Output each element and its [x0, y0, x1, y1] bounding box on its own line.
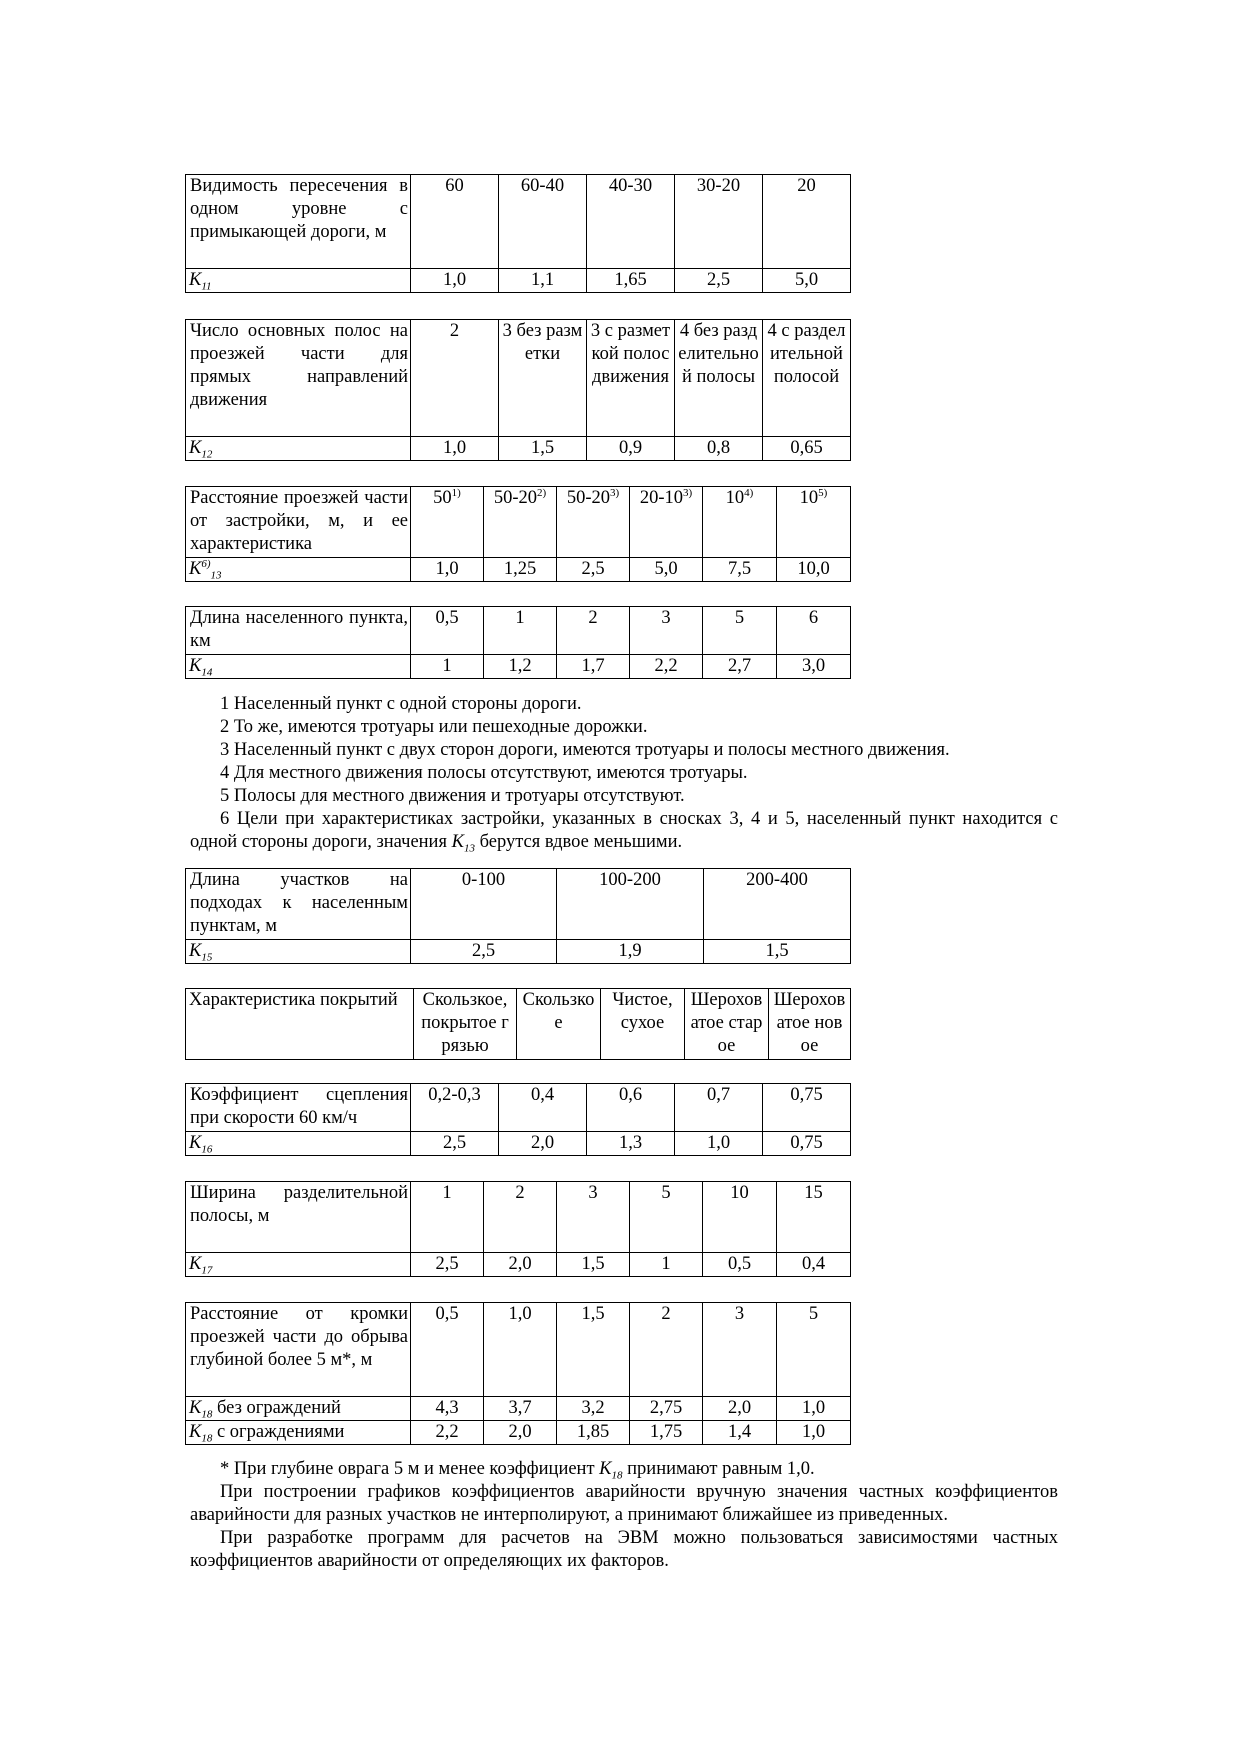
table-row: [186, 655, 851, 679]
header-cell: 10: [703, 1182, 777, 1253]
value-cell: 1,9: [557, 940, 704, 964]
header-cell: 0,7: [675, 1084, 763, 1132]
table-row: [186, 940, 851, 964]
value-cell: 2,5: [411, 1132, 499, 1156]
coefficient-label: $K_{18}$ без ограждений: [186, 1397, 411, 1421]
coefficient-label: $K_{14}$: [186, 655, 411, 679]
table-header-row: [186, 175, 851, 269]
row-label: Число основных полос на проезжей части для прямых направлений движения: [186, 320, 411, 437]
row-label: Расстояние от кромки проезжей части до обрыва глубиной более 5 м*, м: [186, 1303, 411, 1397]
header-cell: 3: [630, 607, 703, 655]
value-cell: 1,0: [411, 269, 499, 293]
header-cell: Скользкое, покрытое грязью: [414, 989, 517, 1060]
header-cell: 1: [484, 607, 557, 655]
value-cell: 1,65: [587, 269, 675, 293]
value-cell: 2,5: [411, 940, 557, 964]
value-cell: 3,0: [777, 655, 851, 679]
header-cell: 3 без разметки: [499, 320, 587, 437]
header-cell: 200-400: [704, 869, 851, 940]
table-header-row: [186, 1084, 851, 1132]
value-cell: 0,5: [703, 1253, 777, 1277]
row-label: Длина населенного пункта, км: [186, 607, 411, 655]
value-cell: 7,5: [703, 558, 777, 582]
header-cell: 3 с разметкой полос движения: [587, 320, 675, 437]
row-label: Расстояние проезжей части от застройки, м, и ее характеристика: [186, 487, 411, 558]
value-cell: 0,9: [587, 437, 675, 461]
value-cell: 1,5: [557, 1253, 630, 1277]
coefficient-label: $K_{15}$: [186, 940, 411, 964]
footnote-1: 1 Населенный пункт с одной стороны дороги.: [220, 694, 582, 714]
header-cell: 50-20$^{2)}$: [484, 487, 557, 558]
table-header-row: [186, 320, 851, 437]
value-cell: 1,0: [675, 1132, 763, 1156]
row-label: Коэффициент сцепления при скорости 60 км/ч: [186, 1084, 411, 1132]
value-cell: 2,5: [557, 558, 630, 582]
value-cell: 2,5: [411, 1253, 484, 1277]
value-cell: 2,2: [630, 655, 703, 679]
footnote-5: 5 Полосы для местного движения и тротуары отсутствуют.: [220, 786, 685, 806]
table-row: [186, 437, 851, 461]
table-surface: [185, 988, 851, 1060]
value-cell: 3,7: [484, 1397, 557, 1421]
paragraph: При построении графиков коэффициентов аварийности вручную значения частных коэффициентов аварийности для разных участков не интерполируют, а принимают ближайшее из приведенных.: [190, 1482, 1058, 1525]
header-cell: 2: [630, 1303, 703, 1397]
header-cell: 2: [484, 1182, 557, 1253]
header-cell: 4 с разделительной полосой: [763, 320, 851, 437]
table-header-row: [186, 487, 851, 558]
coefficient-label: $K_{12}$: [186, 437, 411, 461]
coefficient-label: $K_{17}$: [186, 1253, 411, 1277]
value-cell: 1,85: [557, 1421, 630, 1445]
footnote-6: 6 Цели при характеристиках застройки, указанных в сносках 3, 4 и 5, населенный пункт находится с одной стороны дороги, значения $K_{13}$ берутся вдвое меньшими.: [190, 809, 1058, 855]
header-cell: 50-20$^{3)}$: [557, 487, 630, 558]
value-cell: 10,0: [777, 558, 851, 582]
value-cell: 1,0: [777, 1421, 851, 1445]
asterisk-note: * При глубине оврага 5 м и менее коэффициент $K_{18}$ принимают равным 1,0.: [220, 1459, 815, 1482]
coefficient-label: $K^{6)}_{13}$: [186, 558, 411, 582]
header-cell: 0,5: [411, 1303, 484, 1397]
row-label: Ширина разделительной полосы, м: [186, 1182, 411, 1253]
header-cell: 2: [557, 607, 630, 655]
row-label: Длина участков на подходах к населенным пунктам, м: [186, 869, 411, 940]
value-cell: 1,0: [411, 558, 484, 582]
value-cell: 1,25: [484, 558, 557, 582]
coefficient-label: $K_{18}$ с ограждениями: [186, 1421, 411, 1445]
table-k17: [185, 1181, 851, 1277]
header-cell: 60: [411, 175, 499, 269]
value-cell: 5,0: [630, 558, 703, 582]
table-row: [186, 1397, 851, 1421]
header-cell: 10$^{4)}$: [703, 487, 777, 558]
row-label: Видимость пересечения в одном уровне с примыкающей дороги, м: [186, 175, 411, 269]
table-row: [186, 269, 851, 293]
table-k12: [185, 319, 851, 461]
footnote-3: 3 Населенный пункт с двух сторон дороги, имеются тротуары и полосы местного движения.: [220, 740, 950, 760]
value-cell: 1,7: [557, 655, 630, 679]
table-header-row: [186, 1182, 851, 1253]
value-cell: 1,5: [704, 940, 851, 964]
header-cell: 0,2-0,3: [411, 1084, 499, 1132]
header-cell: 10$^{5)}$: [777, 487, 851, 558]
header-cell: 2: [411, 320, 499, 437]
coefficient-label: $K_{11}$: [186, 269, 411, 293]
table-k14: [185, 606, 851, 679]
header-cell: 30-20: [675, 175, 763, 269]
footnote-2: 2 То же, имеются тротуары или пешеходные дорожки.: [220, 717, 648, 737]
header-cell: Шероховатое старое: [685, 989, 769, 1060]
paragraph: При разработке программ для расчетов на ЭВМ можно пользоваться зависимостями частных коэффициентов аварийности от определяющих их факторов.: [190, 1528, 1058, 1571]
value-cell: 0,4: [777, 1253, 851, 1277]
footnote-4: 4 Для местного движения полосы отсутствуют, имеются тротуары.: [220, 763, 748, 783]
value-cell: 5,0: [763, 269, 851, 293]
footnotes: [190, 693, 1058, 854]
value-cell: 1,75: [630, 1421, 703, 1445]
header-cell: 20-10$^{3)}$: [630, 487, 703, 558]
header-cell: 0,4: [499, 1084, 587, 1132]
table-k18: [185, 1302, 851, 1445]
value-cell: 1,3: [587, 1132, 675, 1156]
table-k11: [185, 174, 851, 293]
value-cell: 3,2: [557, 1397, 630, 1421]
value-cell: 2,0: [484, 1421, 557, 1445]
header-cell: 0-100: [411, 869, 557, 940]
header-cell: 60-40: [499, 175, 587, 269]
value-cell: 2,5: [675, 269, 763, 293]
header-cell: 15: [777, 1182, 851, 1253]
table-row: [186, 558, 851, 582]
header-cell: 1: [411, 1182, 484, 1253]
value-cell: 2,0: [484, 1253, 557, 1277]
value-cell: 0,8: [675, 437, 763, 461]
value-cell: 1,2: [484, 655, 557, 679]
header-cell: 3: [703, 1303, 777, 1397]
value-cell: 1: [411, 655, 484, 679]
header-cell: 1,5: [557, 1303, 630, 1397]
header-cell: Чистое, сухое: [601, 989, 685, 1060]
value-cell: 2,75: [630, 1397, 703, 1421]
value-cell: 2,0: [499, 1132, 587, 1156]
header-cell: 40-30: [587, 175, 675, 269]
header-cell: 4 без разделительной полосы: [675, 320, 763, 437]
header-cell: 0,75: [763, 1084, 851, 1132]
header-cell: 20: [763, 175, 851, 269]
table-row: [186, 1132, 851, 1156]
header-cell: 0,5: [411, 607, 484, 655]
value-cell: 4,3: [411, 1397, 484, 1421]
closing-text: [190, 1458, 1058, 1573]
table-k15: [185, 868, 851, 964]
value-cell: 0,75: [763, 1132, 851, 1156]
value-cell: 1,4: [703, 1421, 777, 1445]
header-cell: 100-200: [557, 869, 704, 940]
value-cell: 2,0: [703, 1397, 777, 1421]
header-cell: 6: [777, 607, 851, 655]
header-cell: 0,6: [587, 1084, 675, 1132]
value-cell: 2,2: [411, 1421, 484, 1445]
value-cell: 1,1: [499, 269, 587, 293]
header-cell: 50$^{1)}$: [411, 487, 484, 558]
value-cell: 0,65: [763, 437, 851, 461]
header-cell: Шероховатое новое: [769, 989, 851, 1060]
header-cell: Скользкое: [517, 989, 601, 1060]
table-header-row: [186, 869, 851, 940]
header-cell: 5: [777, 1303, 851, 1397]
table-header-row: [186, 989, 851, 1060]
table-row: [186, 1253, 851, 1277]
table-header-row: [186, 1303, 851, 1397]
value-cell: 2,7: [703, 655, 777, 679]
header-cell: 5: [630, 1182, 703, 1253]
header-cell: 3: [557, 1182, 630, 1253]
header-cell: 1,0: [484, 1303, 557, 1397]
value-cell: 1,0: [777, 1397, 851, 1421]
value-cell: 1: [630, 1253, 703, 1277]
table-header-row: [186, 607, 851, 655]
table-row: [186, 1421, 851, 1445]
value-cell: 1,5: [499, 437, 587, 461]
value-cell: 1,0: [411, 437, 499, 461]
row-label: Характеристика покрытий: [186, 989, 414, 1060]
table-k16: [185, 1083, 851, 1156]
table-k13: [185, 486, 851, 582]
coefficient-label: $K_{16}$: [186, 1132, 411, 1156]
header-cell: 5: [703, 607, 777, 655]
